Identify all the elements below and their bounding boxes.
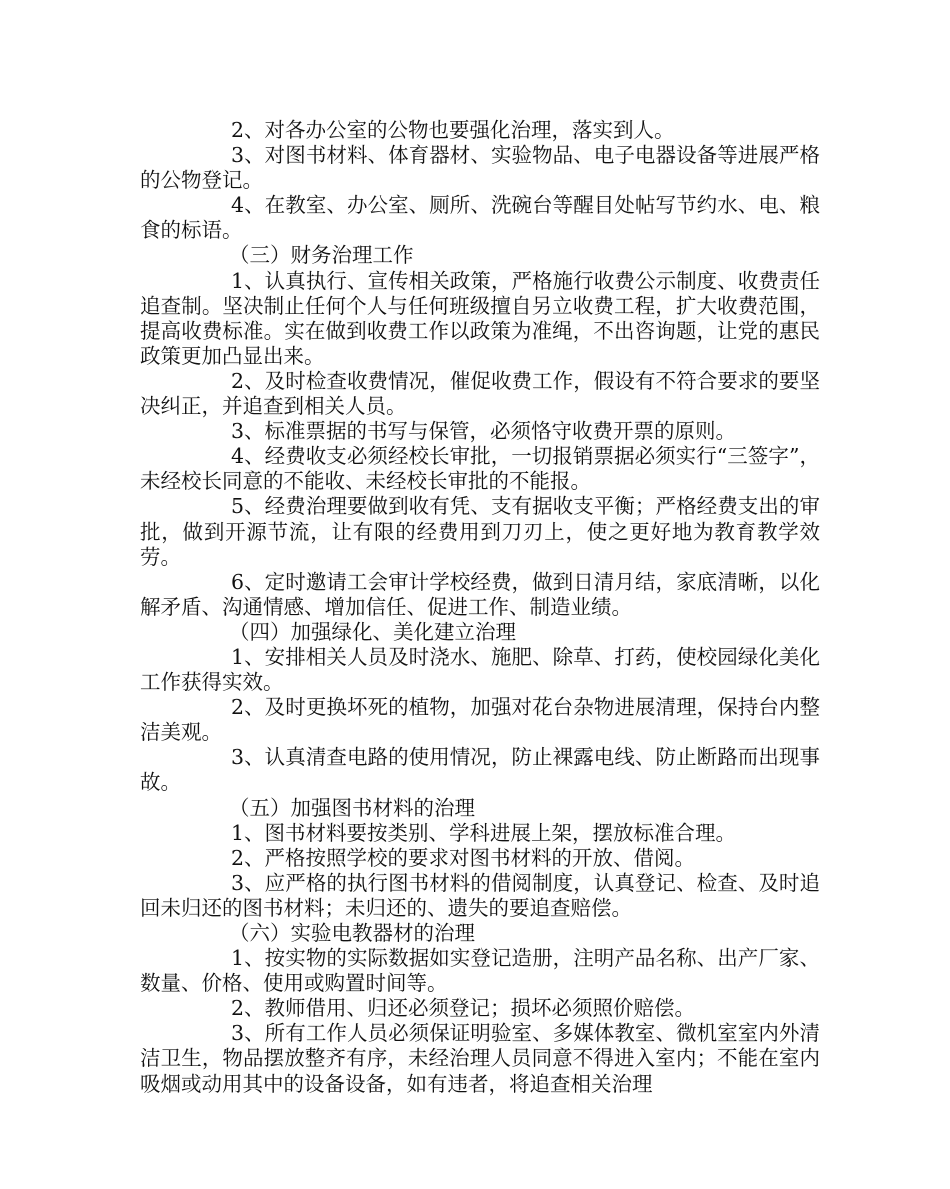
paragraph: 6、定时邀请工会审计学校经费，做到日清月结，家底清晰，以化解矛盾、沟通情感、增加信任、促进工作、制造业绩。	[140, 569, 820, 619]
section-heading: （五）加强图书材料的治理	[229, 795, 475, 820]
paragraph: 2、及时更换坏死的植物，加强对花台杂物进展清理，保持台内整洁美观。	[140, 695, 820, 745]
section-heading: （六）实验电教器材的治理	[229, 921, 475, 945]
paragraph: 2、严格按照学校的要求对图书材料的开放、借阅。	[231, 845, 696, 870]
paragraph: 1、认真执行、宣传相关政策，严格施行收费公示制度、收费责任追查制。坚决制止任何个人与任何班级擅自另立收费工程，扩大收费范围，提高收费标准。实在做到收费工作以政策为准绳，不出咨询题，让党的惠民政策更加凸显出来。	[140, 268, 820, 368]
paragraph: 1、图书材料要按类别、学科进展上架，摆放标准合理。	[231, 820, 737, 845]
paragraph: 3、对图书材料、体育器材、实验物品、电子电器设备等进展严格的公物登记。	[140, 143, 820, 193]
paragraph: 2、对各办公室的公物也要强化治理，落实到人。	[231, 118, 675, 142]
paragraph: 4、在教室、办公室、厕所、洗碗台等醒目处帖写节约水、电、粮食的标语。	[140, 193, 820, 243]
paragraph: 3、所有工作人员必须保证明验室、多媒体教室、微机室室内外清洁卫生，物品摆放整齐有序，未经治理人员同意不得进入室内；不能在室内吸烟或动用其中的设备设备，如有违者，将追查相关治理	[140, 1021, 820, 1096]
section-heading: （三）财务治理工作	[229, 243, 414, 268]
paragraph: 1、按实物的实际数据如实登记造册，注明产品名称、出产厂家、数量、价格、使用或购置时间等。	[140, 946, 820, 996]
paragraph: 5、经费治理要做到收有凭、支有据收支平衡；严格经费支出的审批，做到开源节流，让有限的经费用到刀刃上，使之更好地为教育教学效劳。	[140, 494, 820, 569]
paragraph: 3、标准票据的书写与保管，必须恪守收费开票的原则。	[231, 419, 737, 444]
paragraph: 3、应严格的执行图书材料的借阅制度，认真登记、检查、及时追回未归还的图书材料；未归还的、遗失的要追查赔偿。	[140, 870, 820, 920]
paragraph: 4、经费收支必须经校长审批，一切报销票据必须实行“三签字”，未经校长同意的不能收、未经校长审批的不能报。	[140, 444, 820, 494]
paragraph: 3、认真清查电路的使用情况，防止裸露电线、防止断路而出现事故。	[140, 745, 820, 795]
section-heading: （四）加强绿化、美化建立治理	[229, 619, 516, 644]
document-body	[140, 118, 820, 1097]
paragraph: 2、及时检查收费情况，催促收费工作，假设有不符合要求的要坚决纠正，并追查到相关人员。	[140, 368, 820, 419]
paragraph: 1、安排相关人员及时浇水、施肥、除草、打药，使校园绿化美化工作获得实效。	[140, 644, 820, 695]
paragraph: 2、教师借用、归还必须登记；损坏必须照价赔偿。	[231, 996, 696, 1021]
